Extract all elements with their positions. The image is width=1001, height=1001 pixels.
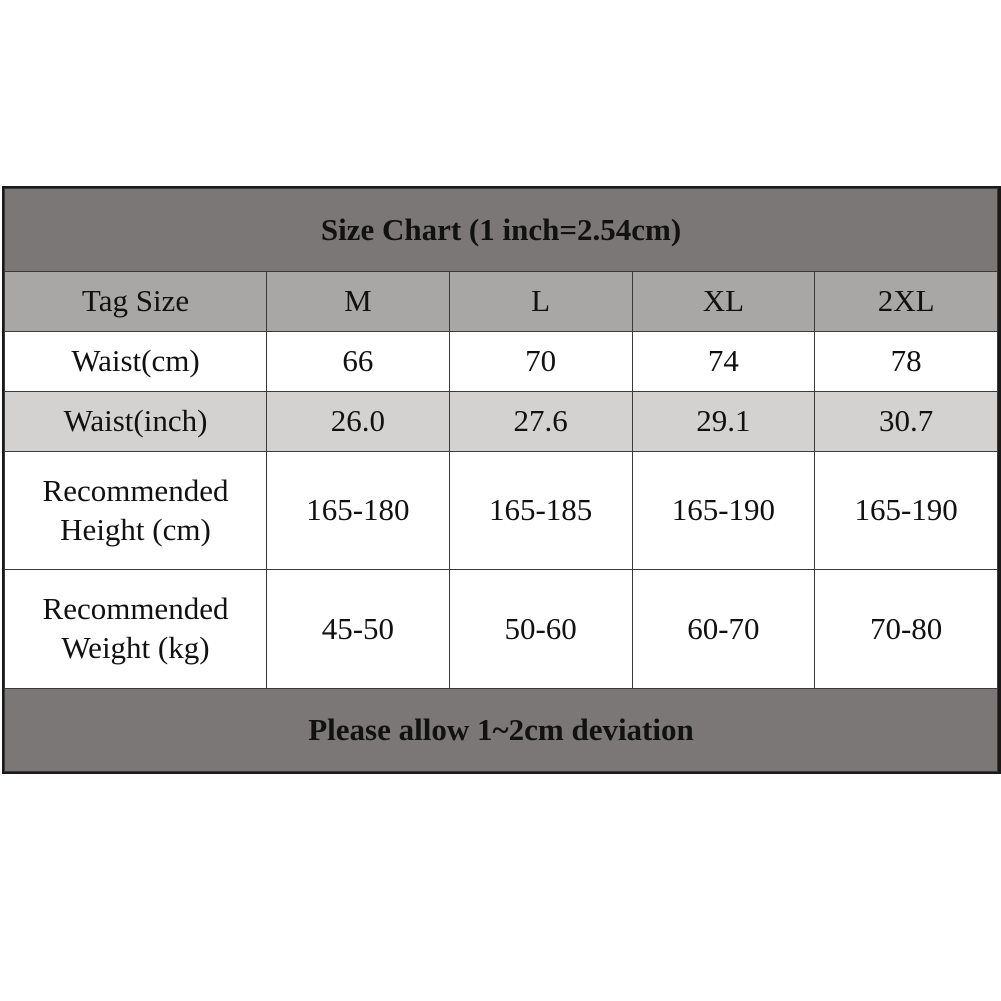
title-row xyxy=(5,189,998,272)
size-header: 2XL xyxy=(815,272,998,332)
deviation-note: Please allow 1~2cm deviation xyxy=(5,689,998,772)
footer-row xyxy=(5,689,998,772)
chart-title: Size Chart (1 inch=2.54cm) xyxy=(5,189,998,272)
row-label xyxy=(5,570,267,689)
table-cell: 26.0 xyxy=(267,392,450,452)
table-cell: 70 xyxy=(449,332,632,392)
table-cell: 27.6 xyxy=(449,392,632,452)
table-row xyxy=(5,570,998,689)
header-row xyxy=(5,272,998,332)
row-label-line: Recommended xyxy=(42,591,229,627)
table-cell: 45-50 xyxy=(267,570,450,689)
table-cell: 165-190 xyxy=(632,452,815,570)
table-cell: 60-70 xyxy=(632,570,815,689)
size-chart xyxy=(2,186,1001,774)
size-chart-table xyxy=(4,188,998,772)
row-label-line: Weight (kg) xyxy=(61,630,210,666)
size-header: XL xyxy=(632,272,815,332)
row-label-line: Height (cm) xyxy=(60,511,211,547)
row-label-line: Recommended xyxy=(42,472,229,508)
table-cell: 50-60 xyxy=(449,570,632,689)
table-row xyxy=(5,392,998,452)
row-label xyxy=(5,332,267,392)
table-cell: 74 xyxy=(632,332,815,392)
size-header: L xyxy=(449,272,632,332)
table-cell: 165-180 xyxy=(267,452,450,570)
row-label xyxy=(5,392,267,452)
table-row xyxy=(5,452,998,570)
row-label xyxy=(5,452,267,570)
table-cell: 165-190 xyxy=(815,452,998,570)
size-header: M xyxy=(267,272,450,332)
row-label-line: Waist(inch) xyxy=(63,403,208,439)
table-cell: 78 xyxy=(815,332,998,392)
table-cell: 165-185 xyxy=(449,452,632,570)
table-cell: 30.7 xyxy=(815,392,998,452)
row-label-line: Waist(cm) xyxy=(71,343,200,379)
table-row xyxy=(5,332,998,392)
table-cell: 66 xyxy=(267,332,450,392)
table-cell: 70-80 xyxy=(815,570,998,689)
table-cell: 29.1 xyxy=(632,392,815,452)
header-label: Tag Size xyxy=(5,272,267,332)
